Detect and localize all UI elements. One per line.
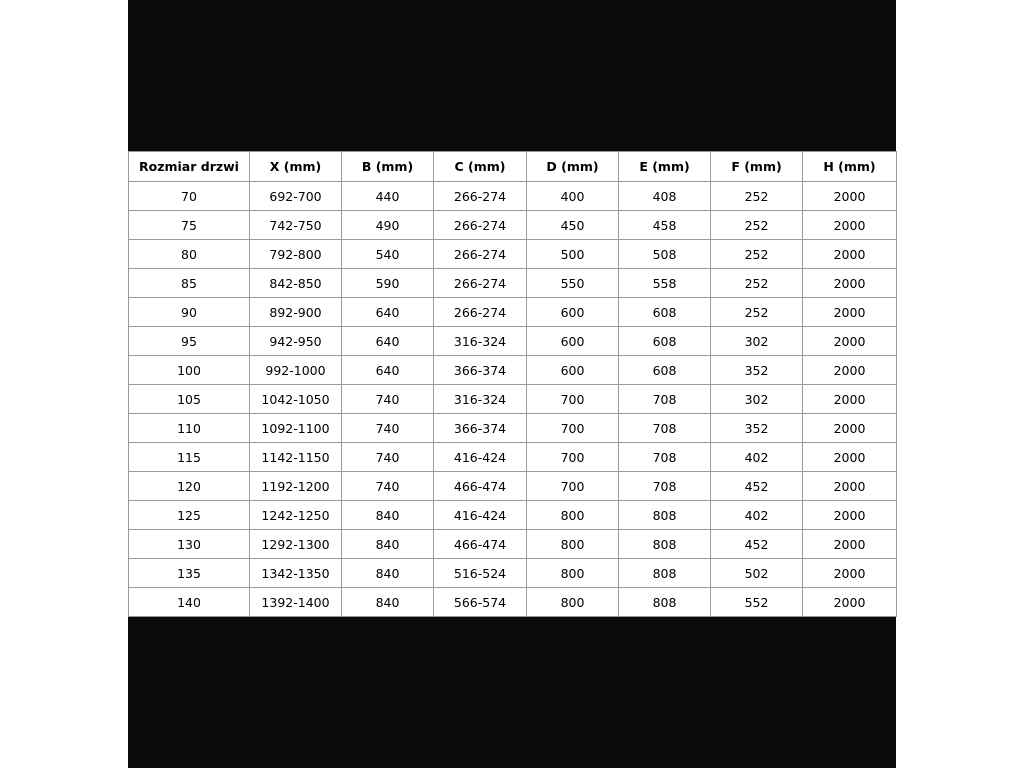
cell-c: 266-274 (434, 211, 527, 240)
cell-d: 800 (527, 588, 619, 617)
cell-e: 808 (619, 588, 711, 617)
cell-b: 840 (342, 501, 434, 530)
cell-f: 302 (711, 385, 803, 414)
table-row (129, 501, 897, 530)
cell-e: 608 (619, 327, 711, 356)
cell-d: 700 (527, 472, 619, 501)
cell-f: 252 (711, 298, 803, 327)
cell-c: 266-274 (434, 240, 527, 269)
cell-x: 692-700 (250, 182, 342, 211)
cell-f: 252 (711, 240, 803, 269)
cell-d: 550 (527, 269, 619, 298)
table-row (129, 385, 897, 414)
cell-e: 808 (619, 501, 711, 530)
cell-b: 840 (342, 559, 434, 588)
cell-f: 352 (711, 356, 803, 385)
cell-door-size: 135 (129, 559, 250, 588)
cell-x: 1042-1050 (250, 385, 342, 414)
cell-door-size: 100 (129, 356, 250, 385)
table-body (129, 182, 897, 617)
header-door-size: Rozmiar drzwi (129, 152, 250, 182)
cell-e: 708 (619, 385, 711, 414)
cell-d: 700 (527, 443, 619, 472)
cell-h: 2000 (803, 472, 897, 501)
cell-door-size: 95 (129, 327, 250, 356)
cell-x: 942-950 (250, 327, 342, 356)
cell-d: 800 (527, 559, 619, 588)
cell-b: 740 (342, 443, 434, 472)
header-h: H (mm) (803, 152, 897, 182)
cell-b: 640 (342, 298, 434, 327)
cell-e: 508 (619, 240, 711, 269)
table-row (129, 240, 897, 269)
header-f: F (mm) (711, 152, 803, 182)
cell-d: 800 (527, 530, 619, 559)
cell-f: 252 (711, 269, 803, 298)
cell-door-size: 115 (129, 443, 250, 472)
cell-door-size: 110 (129, 414, 250, 443)
cell-c: 366-374 (434, 356, 527, 385)
cell-b: 740 (342, 385, 434, 414)
cell-f: 252 (711, 182, 803, 211)
cell-b: 840 (342, 588, 434, 617)
cell-f: 452 (711, 472, 803, 501)
cell-f: 252 (711, 211, 803, 240)
cell-b: 840 (342, 530, 434, 559)
cell-h: 2000 (803, 559, 897, 588)
cell-e: 808 (619, 559, 711, 588)
cell-d: 700 (527, 385, 619, 414)
cell-door-size: 80 (129, 240, 250, 269)
cell-door-size: 130 (129, 530, 250, 559)
cell-h: 2000 (803, 385, 897, 414)
cell-f: 502 (711, 559, 803, 588)
cell-f: 452 (711, 530, 803, 559)
cell-c: 466-474 (434, 472, 527, 501)
table-header-row (129, 152, 897, 182)
cell-x: 1242-1250 (250, 501, 342, 530)
cell-c: 466-474 (434, 530, 527, 559)
cell-x: 1292-1300 (250, 530, 342, 559)
dimensions-table-wrapper (128, 151, 896, 617)
table-row (129, 443, 897, 472)
table-row (129, 211, 897, 240)
cell-d: 600 (527, 356, 619, 385)
cell-d: 500 (527, 240, 619, 269)
cell-d: 700 (527, 414, 619, 443)
cell-door-size: 75 (129, 211, 250, 240)
cell-b: 740 (342, 472, 434, 501)
cell-c: 416-424 (434, 443, 527, 472)
cell-e: 608 (619, 356, 711, 385)
table-row (129, 530, 897, 559)
header-c: C (mm) (434, 152, 527, 182)
table-row (129, 269, 897, 298)
cell-h: 2000 (803, 501, 897, 530)
cell-h: 2000 (803, 414, 897, 443)
cell-f: 552 (711, 588, 803, 617)
cell-h: 2000 (803, 443, 897, 472)
cell-x: 892-900 (250, 298, 342, 327)
cell-c: 266-274 (434, 298, 527, 327)
cell-h: 2000 (803, 327, 897, 356)
header-e: E (mm) (619, 152, 711, 182)
cell-e: 558 (619, 269, 711, 298)
table-row (129, 588, 897, 617)
cell-c: 516-524 (434, 559, 527, 588)
cell-door-size: 105 (129, 385, 250, 414)
table-row (129, 298, 897, 327)
cell-c: 566-574 (434, 588, 527, 617)
cell-e: 408 (619, 182, 711, 211)
cell-f: 302 (711, 327, 803, 356)
cell-f: 352 (711, 414, 803, 443)
cell-b: 540 (342, 240, 434, 269)
cell-c: 266-274 (434, 182, 527, 211)
cell-door-size: 140 (129, 588, 250, 617)
cell-e: 708 (619, 472, 711, 501)
cell-h: 2000 (803, 588, 897, 617)
black-canvas (128, 0, 896, 768)
table-row (129, 327, 897, 356)
cell-x: 742-750 (250, 211, 342, 240)
cell-c: 316-324 (434, 385, 527, 414)
cell-x: 842-850 (250, 269, 342, 298)
header-d: D (mm) (527, 152, 619, 182)
cell-door-size: 125 (129, 501, 250, 530)
cell-b: 440 (342, 182, 434, 211)
cell-c: 366-374 (434, 414, 527, 443)
cell-c: 416-424 (434, 501, 527, 530)
cell-door-size: 70 (129, 182, 250, 211)
cell-h: 2000 (803, 269, 897, 298)
cell-e: 708 (619, 443, 711, 472)
cell-h: 2000 (803, 182, 897, 211)
cell-h: 2000 (803, 356, 897, 385)
cell-x: 992-1000 (250, 356, 342, 385)
cell-x: 792-800 (250, 240, 342, 269)
cell-h: 2000 (803, 298, 897, 327)
cell-b: 490 (342, 211, 434, 240)
cell-e: 608 (619, 298, 711, 327)
cell-x: 1092-1100 (250, 414, 342, 443)
cell-door-size: 90 (129, 298, 250, 327)
cell-b: 590 (342, 269, 434, 298)
table-row (129, 414, 897, 443)
cell-d: 800 (527, 501, 619, 530)
cell-c: 316-324 (434, 327, 527, 356)
cell-x: 1192-1200 (250, 472, 342, 501)
table-row (129, 356, 897, 385)
cell-b: 740 (342, 414, 434, 443)
cell-d: 600 (527, 298, 619, 327)
dimensions-table (128, 151, 897, 617)
cell-b: 640 (342, 327, 434, 356)
cell-f: 402 (711, 501, 803, 530)
cell-door-size: 85 (129, 269, 250, 298)
cell-f: 402 (711, 443, 803, 472)
table-row (129, 472, 897, 501)
cell-e: 808 (619, 530, 711, 559)
header-b: B (mm) (342, 152, 434, 182)
cell-d: 400 (527, 182, 619, 211)
cell-x: 1392-1400 (250, 588, 342, 617)
cell-x: 1142-1150 (250, 443, 342, 472)
cell-d: 450 (527, 211, 619, 240)
header-x: X (mm) (250, 152, 342, 182)
cell-e: 708 (619, 414, 711, 443)
cell-c: 266-274 (434, 269, 527, 298)
cell-b: 640 (342, 356, 434, 385)
cell-x: 1342-1350 (250, 559, 342, 588)
table-row (129, 559, 897, 588)
cell-h: 2000 (803, 240, 897, 269)
cell-h: 2000 (803, 211, 897, 240)
cell-h: 2000 (803, 530, 897, 559)
cell-d: 600 (527, 327, 619, 356)
cell-e: 458 (619, 211, 711, 240)
table-row (129, 182, 897, 211)
cell-door-size: 120 (129, 472, 250, 501)
